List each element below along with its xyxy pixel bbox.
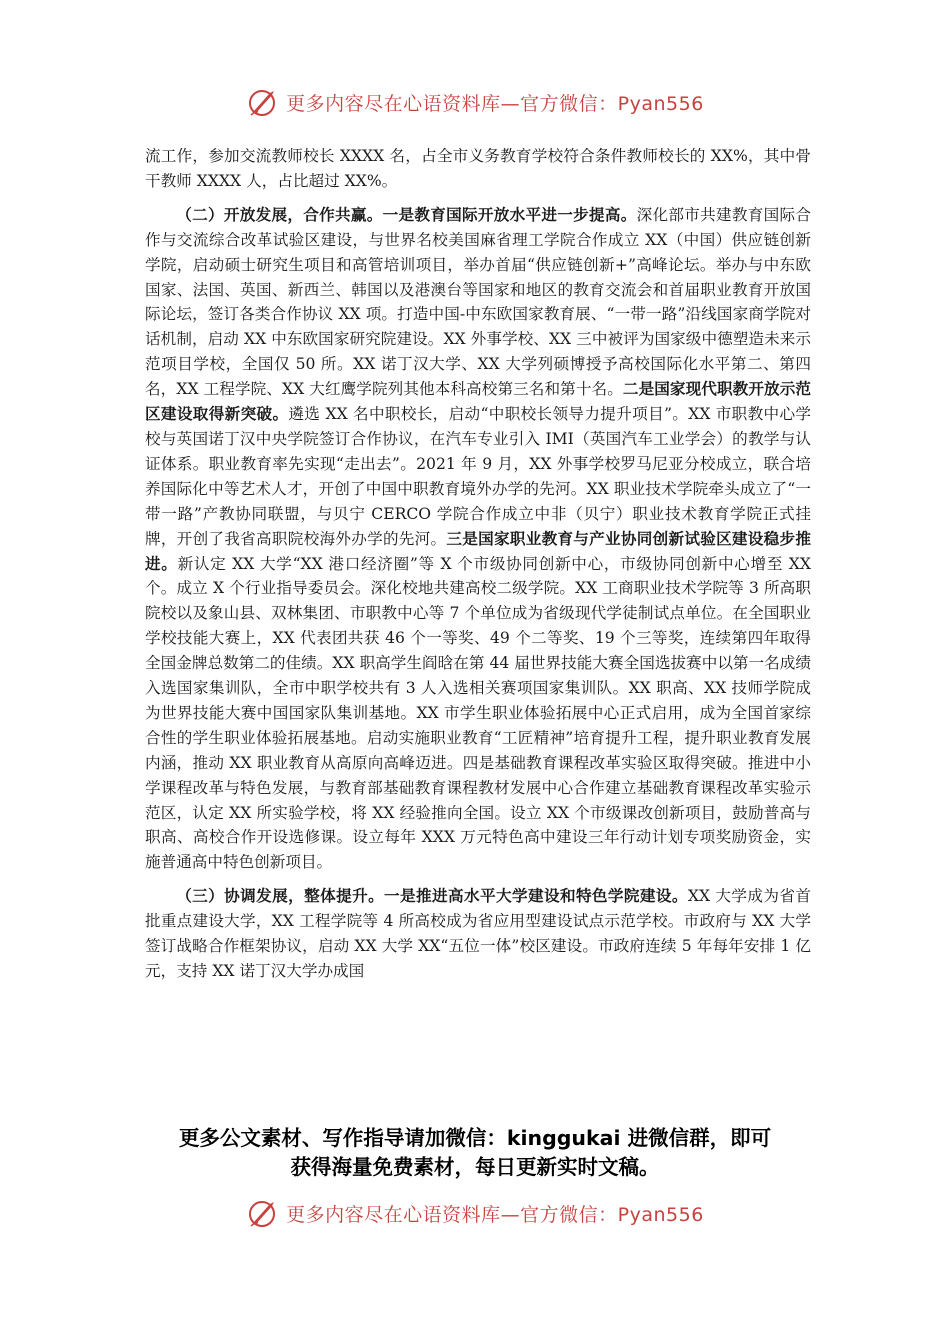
heading-industry-innovation: 三是国家职业教育与产业协同创新试验区建设稳步推进。 [145, 528, 811, 573]
heading-vocational-demo-zone: 二是国家现代职教开放示范区建设取得新突破。 [145, 379, 811, 424]
promo-line-2: 获得海量免费素材，每日更新实时文稿。 [290, 1155, 660, 1179]
footer-banner-text: 更多内容尽在心语资料库—官方微信：Pyan556 [286, 1203, 704, 1226]
document-body [145, 144, 811, 984]
promo-line-1: 更多公文素材、写作指导请加微信：kinggukai 进微信群，即可 [178, 1126, 772, 1150]
pen-logo-icon [246, 85, 280, 119]
text-international-opening: 深化部市共建教育国际合作与交流综合改革试验区建设，与世界名校美国麻省理工学院合作成立 XX（中国）供应链创新学院，启动硕士研究生项目和高管培训项目，举办首届“供应链创新+”高峰论坛。举办与中东欧国家、法国、英国、新西兰、韩国以及港澳台等国家和地区的教育交流会和首届职业教育开放国际论坛，签订各类合作协议 XX 项。打造中国-中东欧国家教育展、“一带一路”沿线国家商学院对话机制，启动 XX 中东欧国家研究院建设。XX 外事学校、XX 三中被评为国家级中德塑造未来示范项目学校，全国仅 50 所。XX 诺丁汉大学、XX 大学列硕博授予高校国际化水平第二、第四名，XX 工程学院、XX 大红鹰学院列其他本科高校第三名和第十名。 [145, 205, 811, 399]
promo-notice [0, 1124, 950, 1182]
heading-open-development: （二）开放发展，合作共赢。一是教育国际开放水平进一步提高。 [176, 204, 637, 224]
paragraph-continuation: 流工作，参加交流教师校长 XXXX 名，占全市义务教育学校符合条件教师校长的 XX%，其中骨干教师 XXXX 人，占比超过 XX%。 [145, 147, 811, 190]
header-banner [0, 82, 950, 122]
paragraph-coordinated-development [145, 884, 811, 984]
header-banner-text: 更多内容尽在心语资料库—官方微信：Pyan556 [286, 92, 704, 115]
text-industry-innovation: 新认定 XX 大学“XX 港口经济圈”等 X 个市级协同创新中心，市级协同创新中心增至 XX 个。成立 X 个行业指导委员会。深化校地共建高校二级学院。XX 工商职业技术学院等 3 所高职院校以及象山县、双林集团、市职教中心等 7 个单位成为省级现代学徒制试点单位。在全国职业学校技能大赛上，XX 代表团共获 46 个一等奖、49 个二等奖、19 个三等奖，连续第四年取得全国金牌总数第二的佳绩。XX 职高学生阎晗在第 44 届世界技能大赛全国选拔赛中以第一名成绩入选国家集训队，全市中职学校共有 3 人入选相关赛项国家集训队。XX 职高、XX 技师学院成为世界技能大赛中国国家队集训基地。XX 市学生职业体验拓展中心正式启用，成为全国首家综合性的学生职业体验拓展基地。启动实施职业教育“工匠精神”培育提升工程，提升职业教育发展内涵，推动 XX 职业教育从高原向高峰迈进。四是基础教育课程改革实验区取得突破。推进中小学课程改革与特色发展，与教育部基础教育课程教材发展中心合作建立基础教育课程改革实验示范区，认定 XX 所实验学校，将 XX 经验推向全国。设立 XX 个市级课改创新项目，鼓励普高与职高、高校合作开设选修课。设立每年 XXX 万元特色高中建设三年行动计划专项奖励资金，实施普通高中特色创新项目。 [145, 554, 811, 872]
pen-logo-icon [246, 1196, 280, 1230]
text-vocational-demo-zone: 遴选 XX 名中职校长，启动“中职校长领导力提升项目”。XX 市职教中心学校与英国诺丁汉中央学院签订合作协议，在汽车专业引入 IMI（英国汽车工业学会）的教学与认证体系。职业教育率先实现“走出去”。2021 年 9 月，XX 外事学校罗马尼亚分校成立，联合培养国际化中等艺术人才，开创了中国中职教育境外办学的先河。XX 职业技术学院牵头成立了“一带一路”产教协同联盟，与贝宁 CERCO 学院合作成立中非（贝宁）职业技术教育学院正式挂牌，开创了我省高职院校海外办学的先河。 [145, 405, 811, 548]
heading-coordinated-development: （三）协调发展，整体提升。一是推进高水平大学建设和特色学院建设。 [176, 886, 688, 906]
footer-banner [0, 1193, 950, 1233]
text-university-construction: XX 大学成为省首批重点建设大学，XX 工程学院等 4 所高校成为省应用型建设试点示范学校。市政府与 XX 大学签订战略合作框架协议，启动 XX 大学 XX“五位一体”校区建设。市政府连续 5 年每年安排 1 亿元，支持 XX 诺丁汉大学办成国 [145, 887, 811, 980]
paragraph-open-development [145, 203, 811, 875]
